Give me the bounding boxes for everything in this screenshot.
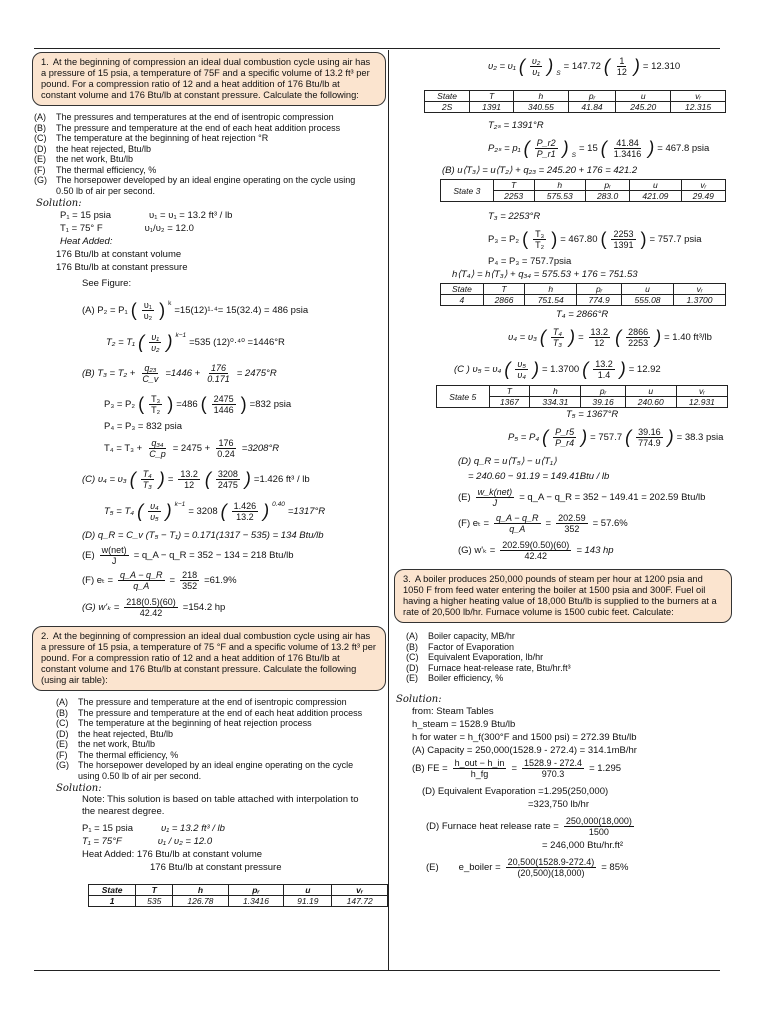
heat-added-label: Heat Added: [60, 236, 113, 247]
given-ratio: υ₁ / υ₂ = 12.0 [157, 836, 213, 847]
question-item: (E) Boiler efficiency, % [406, 673, 504, 683]
problem-3-number: 3. [403, 574, 411, 584]
problem-3-text: A boiler produces 250,000 pounds of steam per hour at 1200 psia and 1050 F from feed water entering the boiler at 1500 psia and 300F. Fuel oil having a higher heating value of 18,000 Btu/lb is supplied to the burners at a rate of 20,500 lb/hr. Furnace volume is 1500 cubic feet. Calculate: [403, 574, 717, 617]
heat-cp: 176 Btu/lb at constant pressure [56, 262, 188, 273]
question-item: (G) The horsepower developed by an ideal engine operating on the cycle using 0.50 lb of air per second. [56, 760, 354, 781]
eq-g-hp: (G) w'ₖ = $\frac{202.59(0.50)(60)}{42.42}$ = 143 hp [458, 539, 614, 561]
eq-a-p2: (A) P₂ = P₁ ( $\frac{\text{υ₁}}{\text{υ₂}}$ ) $^k$ =15(12)¹·⁴= 15(32.4) = 486 psia [82, 299, 309, 321]
question-item: (C) Equivalent Evaporation, lb/hr [406, 652, 544, 662]
b-line: (B) u⟨T₃⟩ = u⟨T₂⟩ + q₂₃ = 245.20 + 176 = 421.2 [442, 165, 638, 176]
t3: T₃ = 2253°R [488, 211, 541, 222]
eq-f-eff: (F) eₜ = $\frac{q\_A - q\_R}{q\_A}$ = $\frac{202.59}{352}$ = 57.6% [458, 512, 628, 534]
eq-v4: υ₄ = υ₃ ( $\frac{\text{T₄}}{\text{T₃}}$ ) = $\frac{13.2}{12}$ ( $\frac{2866}{2253}$ ) = 1.40 ft³/lb [508, 326, 712, 348]
eq-t5: T₅ = T₄ ( $\frac{\text{υ₄}}{\text{υ₅}}$ ) $^{k-1}$ = 3208 ( $\frac{1.426}{13.2}$ ) $^{0.40}$ =1317°R [104, 500, 326, 522]
capacity: (A) Capacity = 250,000(1528.9 - 272.4) = 314.1mB/hr [412, 744, 637, 756]
eq-p2s: P₂ₛ = p₁ ( $\frac{P\_r2}{P\_r1}$ ) $_S$ = 15 ( $\frac{41.84}{1.3416}$ ) = 467.8 psia [488, 137, 710, 159]
problem-1-solution [56, 209, 382, 620]
given-t1: T₁ = 75° F [60, 223, 103, 234]
question-item: (F) The thermal efficiency, % [34, 164, 157, 175]
heat-added: Heat Added: 176 Btu/lb at constant volume [82, 849, 263, 860]
eq-p5: P₅ = P₄ ( $\frac{P\_r5}{P\_r4}$ ) = 757.7 ( $\frac{39.16}{774.9}$ ) = 38.3 psia [508, 426, 724, 448]
question-item: (G) The horsepower developed by an ideal engine operating on the cycle using 0.50 lb of air per second. [34, 175, 356, 196]
eq-c-v5: (C ) υ₅ = υ₄ ( $\frac{\text{υ₅}}{\text{υ₄}}$ ) = 1.3700 ( $\frac{13.2}{1.4}$ ) = 12.92 [454, 358, 661, 380]
d-line-1: (D) q_R = u⟨T₅⟩ − u⟨T₁⟩ [458, 456, 557, 467]
question-item: (B) The pressure and temperature at the end of each heat addition process [34, 122, 341, 133]
question-item: (B) The pressure and temperature at the end of each heat addition process [56, 707, 363, 718]
given-ratio: υ₁/υ₂ = 12.0 [144, 223, 194, 234]
problem-2-text: At the beginning of compression an ideal dual combustion cycle using air has a pressure of 15 psia, a temperature of 75 °F and a specific volume of 13.2 ft³ per pound. For a compression ratio of 12 and a heat addition of 176 Btu/lb at constant volume and 176 Btu/lb at constant pressure. Calculate the following (using air table): [41, 631, 376, 685]
t5: T₅ = 1367°R [566, 409, 619, 420]
question-item: (D) the heat rejected, Btu/lb [34, 143, 152, 154]
equiv-evap-1: (D) Equivalent Evaporation =1.295(250,000) [422, 785, 609, 797]
eq-b-p3: P₃ = P₂ ( $\frac{\text{T₃}}{\text{T₂}}$ ) =486 ( $\frac{2475}{1446}$ ) =832 psia [104, 393, 292, 415]
question-item: (C) The temperature at the beginning of heat rejection process [56, 718, 312, 728]
t2s: T₂ₛ = 1391°R [488, 120, 544, 131]
p4: P₄ = P₃ = 757.7psia [488, 256, 572, 267]
question-item: (E) the net work, Btu/lb [34, 154, 134, 164]
eq-vr2: υ₂ = υ₁ ( $\frac{\text{υ₂}}{\text{υ₁}}$ ) $_S$ = 147.72 ( $\frac{1}{12}$ ) = 12.310 [488, 55, 681, 77]
h-line: h⟨T₄⟩ = h⟨T₃⟩ + q₃₄ = 575.53 + 176 = 751.53 [452, 269, 638, 280]
question-item: (D) the heat rejected, Btu/lb [56, 728, 174, 739]
problem-2-questions [56, 697, 374, 781]
state-1-table: State T h pᵣ u vᵣ 1 535 126.78 1.3416 91.19 147.72 [88, 884, 388, 907]
eq-efficiency: (E) e_boiler = $\frac{20,500(1528.9-272.4)}{(20,500)(18,000)}$ = 85% [426, 857, 629, 878]
problem-3-questions [406, 631, 726, 684]
question-item: (A) Boiler capacity, MB/hr [406, 631, 515, 641]
solution-label: Solution: [36, 198, 82, 209]
see-figure: See Figure: [82, 278, 132, 289]
state-3-table: State 3 T h pᵣ u vᵣ 2253 575.53 283.0 421.09 29.49 [440, 179, 726, 202]
d-line-2: = 240.60 − 91.19 = 149.41Btu / lb [468, 471, 610, 482]
left-column [30, 52, 382, 907]
problem-1-text: At the beginning of compression an ideal dual combustion cycle using air has a pressure of 15 psia, a temperature of 75F and a specific volume of 13.2 ft³ per pound. For a compression ratio of 12 and a heat addition of 176 Btu/lb at constant volume and 176 Btu/lb at constant pressure. Calculate the following: [41, 57, 371, 100]
solution-label: Solution: [396, 693, 442, 705]
top-rule [34, 48, 720, 49]
question-item: (A) The pressures and temperatures at the end of isentropic compression [34, 112, 334, 122]
heat-added-cp: 176 Btu/lb at constant pressure [150, 862, 282, 873]
problem-1-box [32, 52, 386, 106]
right-column [396, 52, 736, 880]
column-divider [388, 50, 389, 970]
furnace-result: = 246,000 Btu/hr.ft² [542, 839, 624, 851]
question-item: (B) Factor of Evaporation [406, 641, 515, 652]
problem-2-solution [82, 794, 372, 874]
eq-c-v4: (C) υ₄ = υ₃ ( $\frac{\text{T₄}}{\text{T₃}}$ ) = $\frac{13.2}{12}$ ( $\frac{3208}{2475}$ ) =1.426 ft³ / lb [82, 468, 310, 490]
h-water: h for water = h_f(300°F and 1500 psi) = 272.39 Btu/lb [412, 731, 637, 743]
problem-1-questions [34, 112, 374, 196]
eq-t4: T₄ = T₃ + $\frac{\text{q₃₄}}{C\_p}$ = 2475 + $\frac{176}{0.24}$ =3208°R [104, 437, 280, 459]
given-v1: υ₁ = 13.2 ft³ / lb [161, 823, 225, 834]
problem-1-number: 1. [41, 57, 49, 67]
question-item: (D) Furnace heat-release rate, Btu/hr.ft³ [406, 662, 571, 673]
question-item: (E) the net work, Btu/lb [56, 739, 156, 749]
given-p1: P₁ = 15 psia [60, 210, 112, 221]
problem-2-box [32, 626, 386, 691]
eq-b-t3: (B) T₃ = T₂ + $\frac{\text{q₂₃}}{C\_v}$ =1446 + $\frac{176}{0.171}$ = 2475°R [82, 362, 277, 384]
question-item: (C) The temperature at the beginning of heat rejection °R [34, 133, 269, 143]
eq-d-qr: (D) q_R = C_v (T₅ − T₁) = 0.171(1317 − 535) = 134 Btu/lb [82, 530, 324, 541]
h-steam: h_steam = 1528.9 Btu/lb [412, 718, 516, 730]
eq-g-hp: (G) w'ₖ = $\frac{218(0.5)(60)}{42.42}$ =154.2 hp [82, 596, 226, 618]
eq-e-work: (E) $\frac{\text{w\_k(net)}}{J}$ = q_A − q_R = 352 − 149.41 = 202.59 Btu/lb [458, 486, 706, 508]
problem-2-number: 2. [41, 631, 49, 641]
state-4-table: State T h pᵣ u vᵣ 4 2866 751.54 774.9 555.08 1.3700 [440, 283, 726, 306]
note: Note: This solution is based on table attached with interpolation to the nearest degree. [82, 794, 359, 817]
from-tables: from: Steam Tables [412, 705, 494, 717]
question-item: (A) The pressure and temperature at the end of isentropic compression [56, 697, 347, 707]
state-5-table: State 5 T h pᵣ u vᵣ 1367 334.31 39.16 240.60 12.931 [436, 385, 728, 408]
eq-p3: P₃ = P₂ ( $\frac{\text{T₃}}{\text{T₂}}$ ) = 467.80 ( $\frac{2253}{1391}$ ) = 757.7 psia [488, 228, 702, 250]
bottom-rule [34, 970, 720, 971]
problem-3-box [394, 569, 732, 623]
question-item: (F) The thermal efficiency, % [56, 749, 179, 760]
eq-b-p4: P₄ = P₃ = 832 psia [104, 421, 182, 432]
heat-cv: 176 Btu/lb at constant volume [56, 249, 182, 260]
eq-f-eff: (F) eₜ = $\frac{q\_A - q\_R}{q\_A}$ = $\frac{218}{352}$ =61.9% [82, 569, 237, 591]
eq-fe: (B) FE = $\frac{\text{h\_out − h\_in}}{h\_fg}$ = $\frac{1528.9 - 272.4}{970.3}$ = 1.295 [412, 758, 622, 779]
eq-a-t2: T₂ = T₁ ( $\frac{\text{υ₁}}{\text{υ₂}}$ ) $^{k-1}$ =535 (12)⁰·⁴⁰ =1446°R [106, 331, 285, 353]
problem-3-solution [412, 705, 736, 880]
given-t1: T₁ = 75°F [82, 836, 122, 847]
state-2-table: State T h pᵣ u vᵣ 2S 1391 340.55 41.84 245.20 12.315 [424, 90, 726, 113]
solution-label: Solution: [56, 783, 102, 794]
eq-e-work: (E) $\frac{\text{w(net)}}{J}$ = q_A − q_R = 352 − 134 = 218 Btu/lb [82, 544, 294, 566]
equiv-evap-2: =323,750 lb/hr [528, 798, 590, 810]
given-v1: υ₁ = υ₁ = 13.2 ft³ / lb [149, 210, 233, 221]
t4: T₄ = 2866°R [556, 309, 609, 320]
given-p1: P₁ = 15 psia [82, 823, 134, 834]
eq-furnace: (D) Furnace heat release rate = $\frac{250,000(18,000)}{1500}$ [426, 816, 632, 837]
